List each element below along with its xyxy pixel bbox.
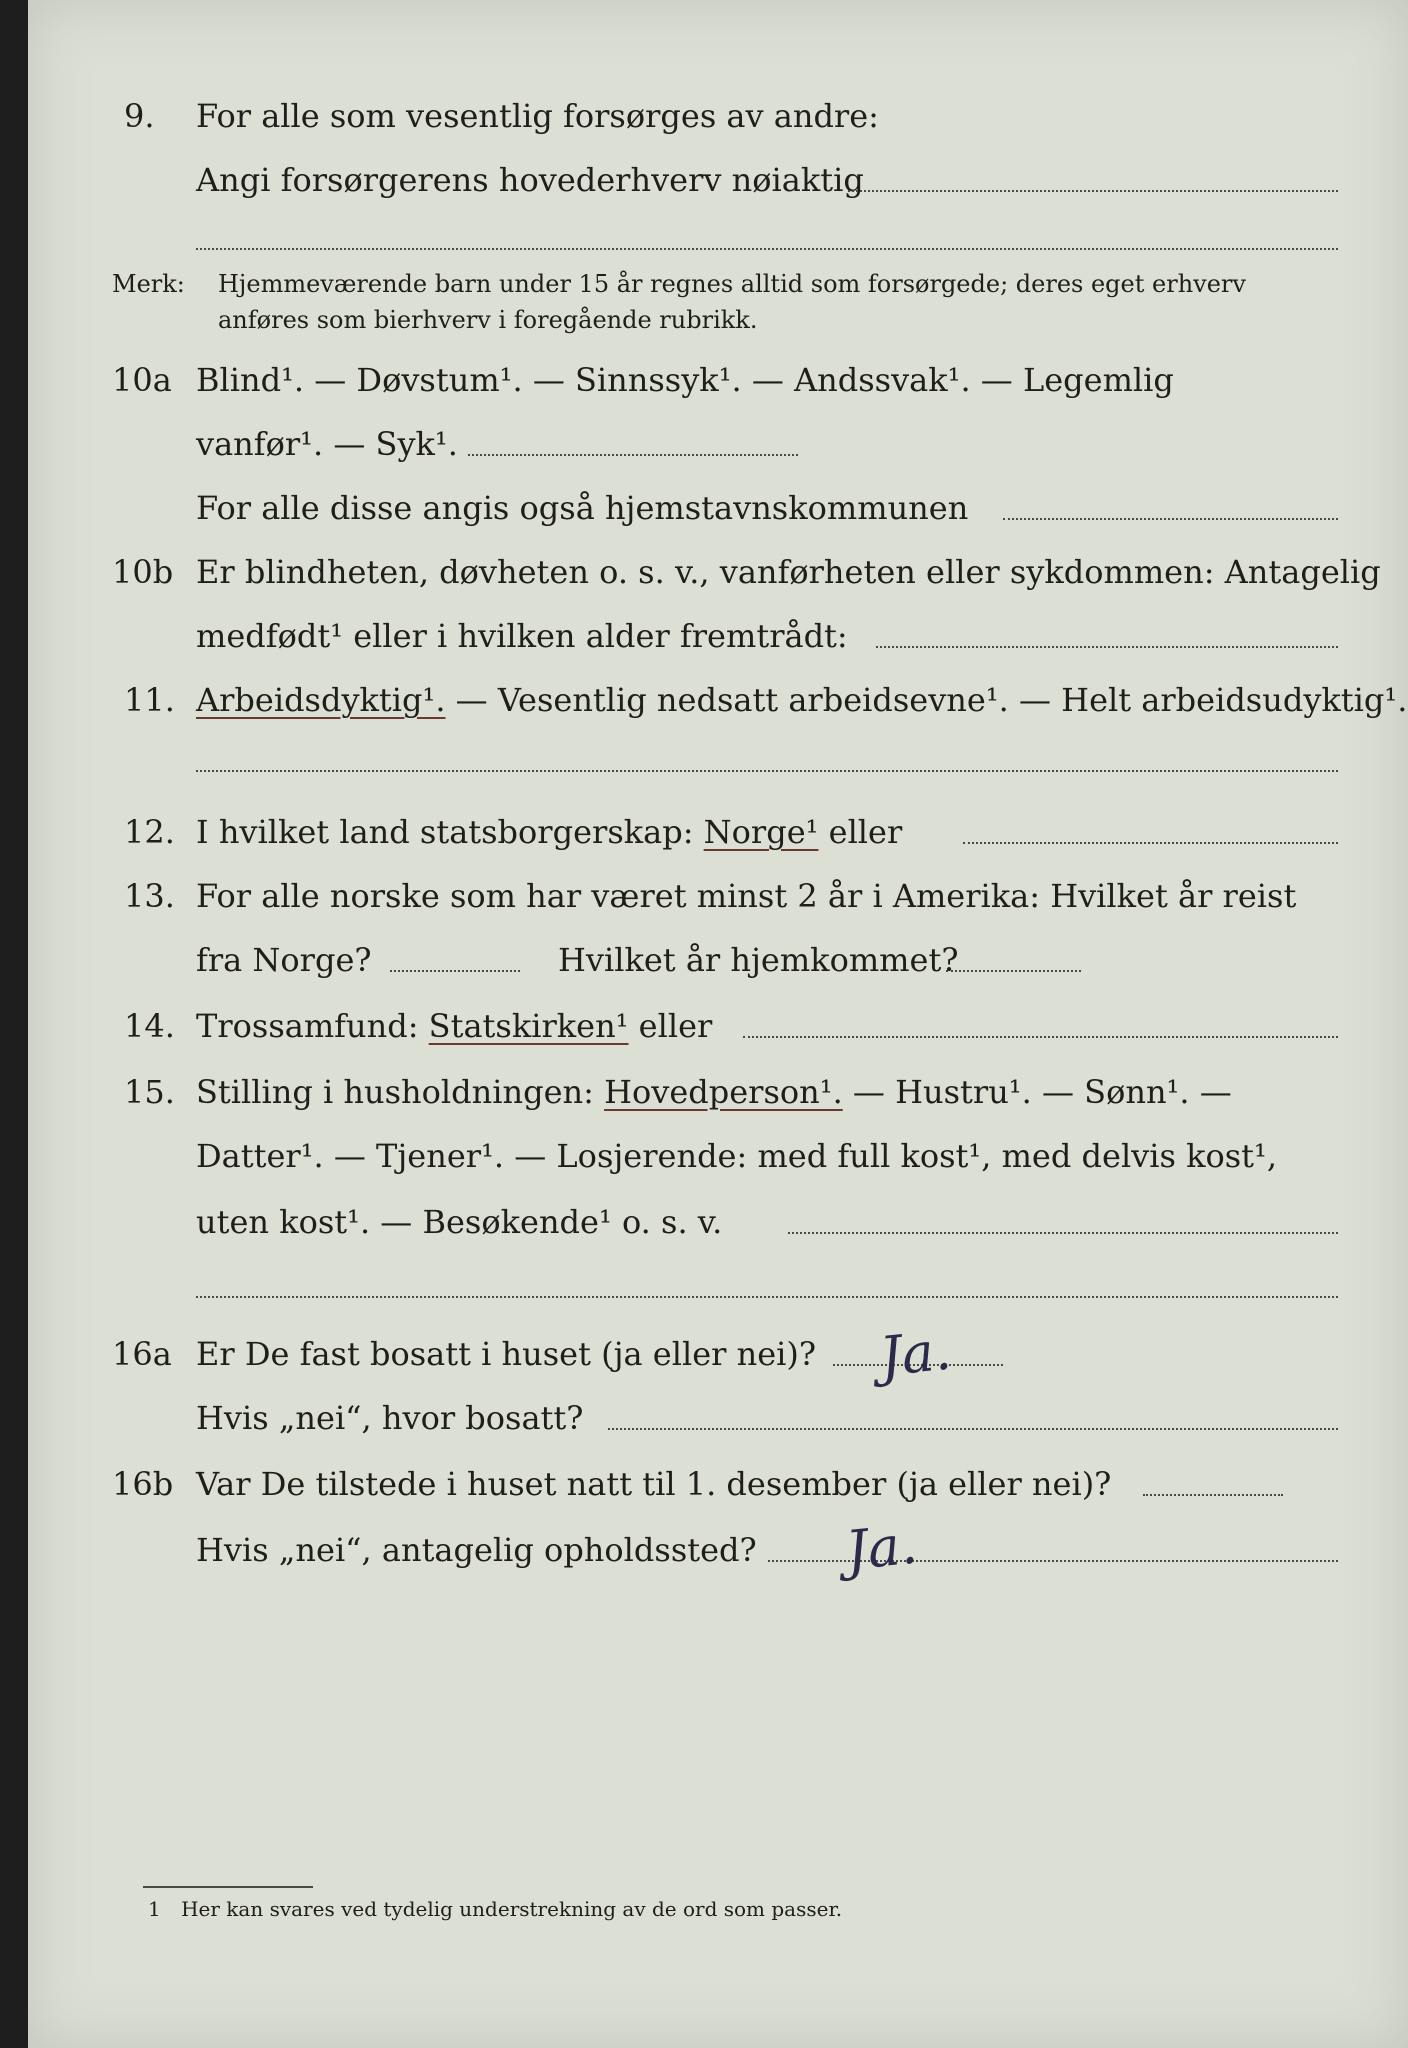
question-text: Er De fast bosatt i huset (ja eller nei)? xyxy=(196,1335,817,1373)
answer-line[interactable] xyxy=(1003,518,1338,520)
question-text: Er blindheten, døvheten o. s. v., vanførheten eller sykdommen: Antagelig xyxy=(196,553,1381,591)
question-text: vanfør¹. — Syk¹. xyxy=(196,425,458,463)
note-label: Merk: xyxy=(112,270,185,298)
question-text: Blind¹. — Døvstum¹. — Sinnssyk¹. — Andssvak¹. — Legemlig xyxy=(196,361,1174,399)
answer-line[interactable] xyxy=(963,842,1338,844)
answer-line[interactable] xyxy=(196,770,1338,772)
answer-line[interactable] xyxy=(196,248,1338,250)
question-number: 12. xyxy=(124,813,175,851)
question-text: medfødt¹ eller i hvilken alder fremtrådt: xyxy=(196,617,848,655)
note-text: Hjemmeværende barn under 15 år regnes alltid som forsørgede; deres eget erhverv xyxy=(218,270,1246,298)
answer-line[interactable] xyxy=(1143,1494,1283,1496)
question-number: 10a xyxy=(112,361,172,399)
option-norge[interactable]: Norge¹ xyxy=(703,813,819,851)
answer-line[interactable] xyxy=(608,1428,1338,1430)
answer-line[interactable] xyxy=(788,1232,1338,1234)
answer-line[interactable] xyxy=(468,454,798,456)
question-text: Hvis „nei“, antagelig opholdssted? xyxy=(196,1531,757,1569)
question-text xyxy=(196,1072,1232,1112)
answer-line[interactable] xyxy=(743,1036,1338,1038)
options-rest: — Vesentlig nedsatt arbeidsevne¹. — Helt arbeidsudyktig¹. xyxy=(445,681,1408,719)
census-form-page xyxy=(28,0,1408,2048)
question-text: Angi forsørgerens hovederhverv nøiaktig xyxy=(196,161,864,199)
question-text: Hvilket år hjemkommet? xyxy=(558,941,959,979)
question-suffix: eller xyxy=(818,813,903,851)
question-text xyxy=(196,680,1407,720)
question-number: 15. xyxy=(124,1073,175,1111)
question-text xyxy=(196,1006,712,1046)
question-prefix: Trossamfund: xyxy=(196,1007,429,1045)
option-arbeidsdyktig[interactable]: Arbeidsdyktig¹. xyxy=(196,681,446,719)
question-text: Var De tilstede i huset natt til 1. desember (ja eller nei)? xyxy=(196,1465,1112,1503)
answer-line[interactable] xyxy=(876,646,1338,648)
answer-line-reist[interactable] xyxy=(390,970,520,972)
handwritten-answer: Ja. xyxy=(842,1512,921,1583)
question-prefix: Stilling i husholdningen: xyxy=(196,1073,605,1111)
footnote xyxy=(148,1896,842,1922)
option-statskirken[interactable]: Statskirken¹ xyxy=(428,1007,629,1045)
question-number: 16b xyxy=(112,1465,174,1503)
question-number: 11. xyxy=(124,681,175,719)
question-text: For alle norske som har været minst 2 år i Amerika: Hvilket år reist xyxy=(196,877,1297,915)
question-text: fra Norge? xyxy=(196,941,372,979)
question-number: 13. xyxy=(124,877,175,915)
footnote-mark: 1 xyxy=(148,1897,161,1921)
question-suffix: — Hustru¹. — Sønn¹. — xyxy=(842,1073,1232,1111)
question-number: 16a xyxy=(112,1335,172,1373)
question-number: 9. xyxy=(124,97,155,135)
note-text: anføres som bierhverv i foregående rubrikk. xyxy=(218,306,758,334)
question-number: 10b xyxy=(112,553,174,591)
question-suffix: eller xyxy=(628,1007,713,1045)
question-text: Datter¹. — Tjener¹. — Losjerende: med full kost¹, med delvis kost¹, xyxy=(196,1137,1278,1175)
question-text xyxy=(196,812,902,852)
footnote-text: Her kan svares ved tydelig understrekning av de ord som passer. xyxy=(181,1897,843,1921)
question-text: For alle som vesentlig forsørges av andre: xyxy=(196,97,879,135)
question-text: For alle disse angis også hjemstavnskommunen xyxy=(196,489,969,527)
question-prefix: I hvilket land statsborgerskap: xyxy=(196,813,704,851)
footnote-rule xyxy=(143,1886,313,1888)
question-number: 14. xyxy=(124,1007,175,1045)
question-text: Hvis „nei“, hvor bosatt? xyxy=(196,1399,584,1437)
answer-line-hjemkommet[interactable] xyxy=(946,970,1081,972)
option-hovedperson[interactable]: Hovedperson¹. xyxy=(604,1073,843,1111)
question-text: uten kost¹. — Besøkende¹ o. s. v. xyxy=(196,1203,723,1241)
answer-line[interactable] xyxy=(196,1296,1338,1298)
answer-line[interactable] xyxy=(848,190,1338,192)
handwritten-answer: Ja. xyxy=(876,1318,955,1389)
